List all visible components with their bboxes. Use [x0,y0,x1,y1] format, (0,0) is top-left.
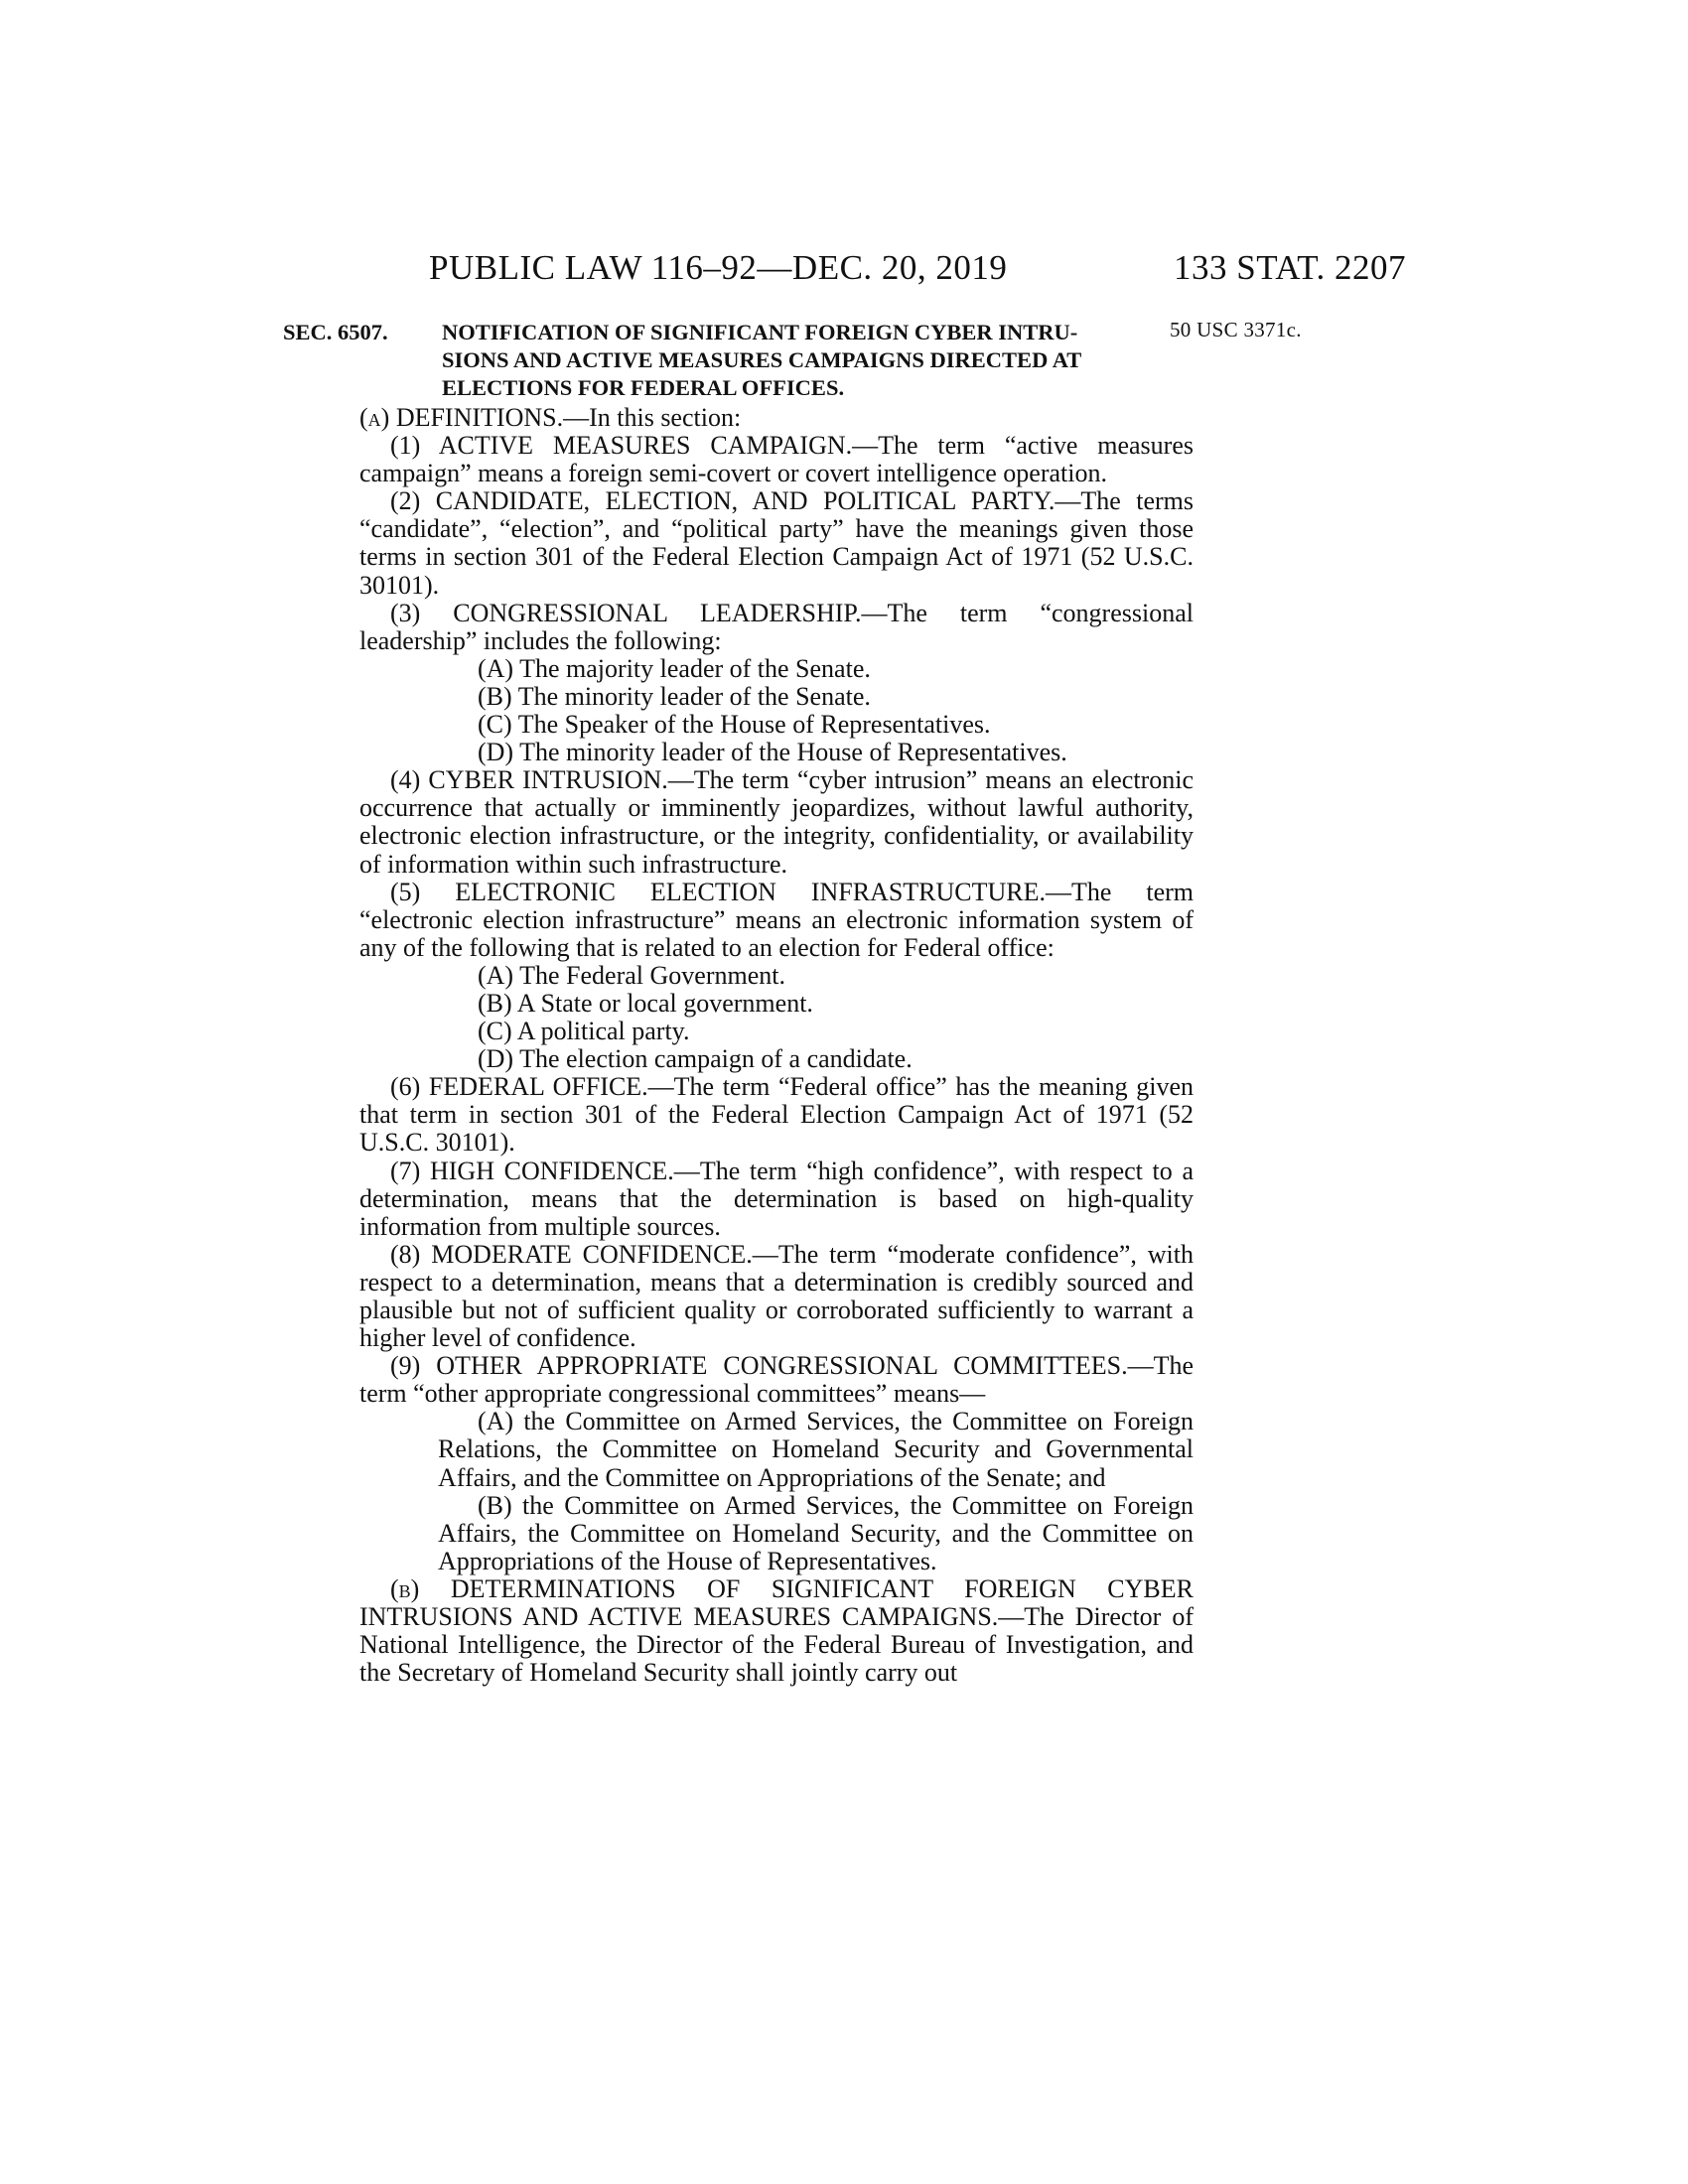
definition-6 [359,1073,1194,1157]
definition-8 [359,1241,1194,1352]
definition-7 [359,1158,1194,1241]
definition-1-text: The term “active measures campaign” means a foreign semi-covert or covert intelligence operation. [359,431,1194,488]
section-title-line-2: SIONS AND ACTIVE MEASURES CAMPAIGNS DIRECTED AT [442,347,1082,372]
definition-9-text: The term “other appropriate congressional committees” means— [359,1351,1194,1409]
subsection-a-heading: (a) DEFINITIONS.— [359,403,590,432]
section-heading [283,319,1187,402]
definition-4 [359,766,1194,878]
subsection-b-heading: (b) DETERMINATIONS OF SIGNIFICANT FOREIGN CYBER INTRUSIONS AND ACTIVE MEASURES CAMPAIGNS.— [359,1573,1194,1632]
definition-4-text: The term “cyber intrusion” means an electronic occurrence that actually or imminently jeopardizes, without lawful authority, electronic election infrastructure, or the integrity, confidentiality, or availability of information within such infrastructure. [359,765,1194,879]
definition-4-heading: (4) CYBER INTRUSION.— [390,765,694,795]
definition-2-heading: (2) CANDIDATE, ELECTION, AND POLITICAL PARTY.— [390,486,1081,516]
definition-2-text: The terms “candidate”, “election”, and “political party” have the meanings given those terms in section 301 of the Federal Election Campaign Act of 1971 (52 U.S.C. 30101). [359,486,1195,600]
definition-5-text: The term “electronic election infrastructure” means an electronic information system of any of the following that is related to an election for Federal office: [359,877,1194,962]
definition-5-item-c: (C) A political party. [478,1017,690,1046]
definition-8-text: The term “moderate confidence”, with respect to a determination, means that a determination is credibly sourced and plausible but not of sufficient quality or corroborated sufficiently to warrant a higher level of confidence. [359,1239,1194,1353]
definition-9-heading: (9) OTHER APPROPRIATE CONGRESSIONAL COMMITTEES.— [390,1351,1154,1381]
definition-5-item-a: (A) The Federal Government. [478,960,785,990]
subsection-b-text: The Director of National Intelligence, the Director of the Federal Bureau of Investigation, and the Secretary of Homeland Security shall jointly carry out [359,1602,1194,1688]
definition-5-heading: (5) ELECTRONIC ELECTION INFRASTRUCTURE.— [390,877,1072,906]
definition-5-item-b: (B) A State or local government. [478,988,813,1018]
definition-9-item-b: (B) the Committee on Armed Services, the Committee on Foreign Affairs, the Committee on Homeland Security, and the Committee on Appropriations of the House of Representatives. [438,1490,1194,1575]
definition-3-heading: (3) CONGRESSIONAL LEADERSHIP.— [390,598,888,627]
running-header-law: PUBLIC LAW 116–92—DEC. 20, 2019 [429,248,1008,287]
definition-3-text: The term “congressional leadership” includes the following: [359,598,1194,655]
definition-3-item-c: (C) The Speaker of the House of Representatives. [478,710,991,740]
definition-3-item-b: (B) The minority leader of the Senate. [478,681,871,711]
definition-9-item-a: (A) the Committee on Armed Services, the Committee on Foreign Relations, the Committee on Homeland Security and Governmental Affairs, and the Committee on Appropriations of the Senate; and [438,1407,1194,1492]
definition-8-heading: (8) MODERATE CONFIDENCE.— [390,1239,778,1269]
definition-3 [359,600,1194,655]
definition-7-heading: (7) HIGH CONFIDENCE.— [390,1156,700,1185]
definition-6-text: The term “Federal office” has the meaning given that term in section 301 of the Federal Election Campaign Act of 1971 (52 U.S.C. 30101). [359,1072,1194,1158]
definition-3-item-a: (A) The majority leader of the Senate. [478,653,871,683]
subsection-b [359,1575,1194,1687]
definition-1-heading: (1) ACTIVE MEASURES CAMPAIGN.— [390,431,879,461]
definition-3-item-d: (D) The minority leader of the House of Representatives. [478,738,1067,767]
definition-6-heading: (6) FEDERAL OFFICE.— [390,1072,674,1102]
section-title-line-1: NOTIFICATION OF SIGNIFICANT FOREIGN CYBER INTRU- [442,320,1078,344]
definition-9 [359,1352,1194,1408]
definition-1 [359,432,1194,487]
margin-citation: 50 USC 3371c. [1170,318,1302,341]
section-body [359,404,1194,1687]
definition-7-text: The term “high confidence”, with respect to a determination, means that the determination is based on high-quality information from multiple sources. [359,1156,1194,1241]
subsection-a [359,404,1194,432]
section-title-line-3: ELECTIONS FOR FEDERAL OFFICES. [442,375,845,400]
section-number: SEC. 6507. [283,320,388,344]
definition-5 [359,879,1194,962]
definition-5-item-d: (D) The election campaign of a candidate. [478,1044,913,1074]
definition-2 [359,487,1194,599]
subsection-a-text: In this section: [589,403,742,432]
running-header-stat: 133 STAT. 2207 [1174,248,1406,287]
